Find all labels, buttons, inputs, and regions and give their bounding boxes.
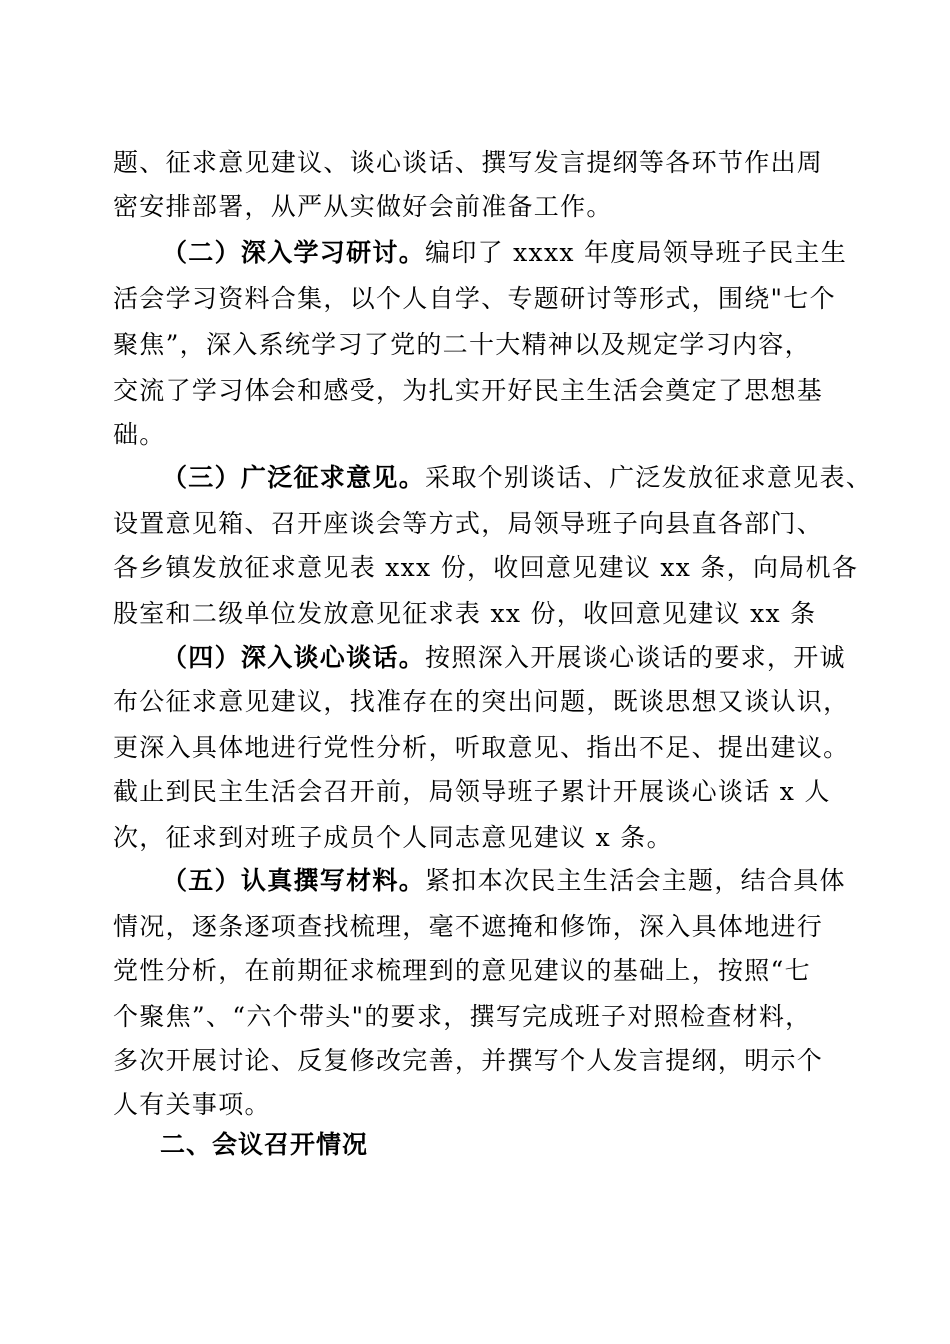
item-5-heading: （五）认真撰写材料。 bbox=[162, 866, 426, 895]
paragraph-line: 情况，逐条逐项查找梳理，毫不遮掩和修饰，深入具体地进行 bbox=[113, 912, 824, 941]
section-heading: 二、会议召开情况 bbox=[160, 1130, 369, 1159]
paragraph-line: 础。 bbox=[113, 420, 166, 449]
item-4-text: 按照深入开展谈心谈话的要求，开诚 bbox=[425, 643, 846, 672]
paragraph-line: 人有关事项。 bbox=[113, 1090, 271, 1119]
paragraph-line: 设置意见箱、召开座谈会等方式，局领导班子向县直各部门、 bbox=[113, 509, 824, 538]
item-5-text: 紧扣本次民主生活会主题，结合具体 bbox=[425, 866, 846, 895]
paragraph-line: 密安排部署，从严从实做好会前准备工作。 bbox=[113, 192, 613, 221]
paragraph-line: 聚焦”，深入系统学习了党的二十大精神以及规定学习内容， bbox=[113, 330, 811, 359]
paragraph-line: 更深入具体地进行党性分析，听取意见、指出不足、提出建议。 bbox=[113, 733, 850, 762]
paragraph-line: 股室和二级单位发放意见征求表 xx 份，收回意见建议 xx 条 bbox=[113, 599, 817, 628]
item-4-first-line bbox=[162, 640, 846, 676]
item-3-first-line bbox=[162, 460, 872, 496]
item-2-heading: （二）深入学习研讨。 bbox=[162, 238, 426, 267]
paragraph-line: 党性分析，在前期征求梳理到的意见建议的基础上，按照“七 bbox=[113, 956, 811, 985]
paragraph-line: 题、征求意见建议、谈心谈话、撰写发言提纲等各环节作出周 bbox=[113, 148, 824, 177]
item-2-text: 编印了 xxxx 年度局领导班子民主生 bbox=[425, 238, 848, 267]
paragraph-line: 活会学习资料合集，以个人自学、专题研讨等形式，围绕"七个 bbox=[113, 284, 836, 313]
paragraph-line: 次，征求到对班子成员个人同志意见建议 x 条。 bbox=[113, 823, 673, 852]
item-3-text: 采取个别谈话、广泛发放征求意见表、 bbox=[425, 463, 873, 492]
paragraph-line: 交流了学习体会和感受，为扎实开好民主生活会奠定了思想基 bbox=[113, 376, 824, 405]
paragraph-line: 个聚焦”、“六个带头"的要求，撰写完成班子对照检查材料， bbox=[113, 1002, 812, 1031]
item-5-first-line bbox=[162, 863, 846, 899]
paragraph-line: 多次开展讨论、反复修改完善，并撰写个人发言提纲，明示个 bbox=[113, 1046, 824, 1075]
item-2-first-line bbox=[162, 235, 847, 271]
paragraph-line: 截止到民主生活会召开前，局领导班子累计开展谈心谈话 x 人 bbox=[113, 777, 831, 806]
paragraph-line: 布公征求意见建议，找准存在的突出问题，既谈思想又谈认识， bbox=[113, 687, 850, 716]
item-4-heading: （四）深入谈心谈话。 bbox=[162, 643, 426, 672]
paragraph-line: 各乡镇发放征求意见表 xxx 份，收回意见建议 xx 条，向局机各 bbox=[113, 553, 859, 582]
item-3-heading: （三）广泛征求意见。 bbox=[162, 463, 426, 492]
